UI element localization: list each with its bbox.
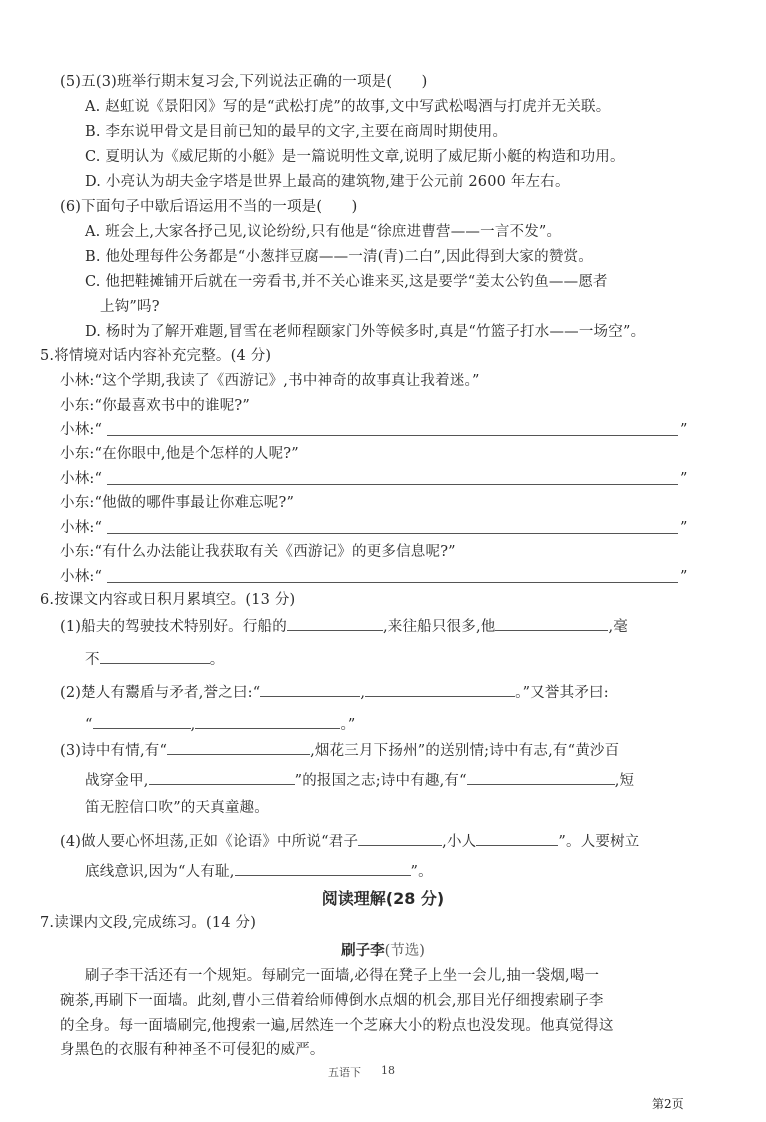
section-title-reading: 阅读理解(28 分)	[321, 889, 445, 908]
dialogue-line-5: 小林:“	[60, 471, 103, 487]
close-quote-1: ”	[680, 422, 688, 438]
fill-1-text-d: 不	[85, 652, 100, 668]
fill-3-text-b: ,烟花三月下扬州”的送别情;诗中有志,有“黄沙百	[310, 743, 620, 759]
fill-1-text-b: ,来往船只很多,他	[382, 619, 496, 635]
close-quote-2: ”	[680, 471, 688, 487]
fill-3-blank-3[interactable]	[467, 768, 615, 785]
fill-2-line-2	[85, 712, 356, 735]
dialogue-line-4: 小东:“在你眼中,他是个怎样的人呢?”	[60, 446, 299, 462]
dialogue-line-2: 小东:“你最喜欢书中的谁呢?”	[60, 398, 250, 414]
fill-2-blank-1[interactable]	[260, 680, 360, 697]
dialogue-line-8: 小东:“有什么办法能让我获取有关《西游记》的更多信息呢?”	[60, 544, 456, 560]
fill-2-line-1	[60, 680, 609, 703]
dialogue-line-3: 小林:“	[60, 422, 103, 438]
answer-blank-3[interactable]	[107, 533, 678, 534]
fill-3-line-1	[60, 738, 619, 761]
dialogue-line-9: 小林:“	[60, 569, 103, 585]
question-6-title: 6.按课文内容或日积月累填空。(13 分)	[40, 592, 296, 608]
fill-3-blank-1[interactable]	[167, 738, 310, 755]
fill-3-text-a: (3)诗中有情,有“	[60, 743, 168, 759]
fill-2-blank-2[interactable]	[365, 680, 515, 697]
option-6c: C. 他把鞋摊铺开后就在一旁看书,并不关心谁来买,这是要学“姜太公钓鱼——愿者	[85, 274, 608, 290]
fill-4-text-a: (4)做人要心怀坦荡,正如《论语》中所说“君子	[60, 834, 359, 850]
passage-line-4: 身黑色的衣服有种神圣不可侵犯的威严。	[60, 1042, 325, 1058]
fill-3-line-2	[85, 768, 634, 791]
question-7-title: 7.读课内文段,完成练习。(14 分)	[40, 915, 257, 931]
fill-2-text-d: “	[85, 717, 93, 733]
fill-3-text-c: 战穿金甲,	[85, 773, 149, 789]
option-5d: D. 小亮认为胡夫金字塔是世界上最高的建筑物,建于公元前 2600 年左右。	[85, 174, 570, 190]
fill-2-blank-3[interactable]	[93, 712, 191, 729]
fill-4-blank-2[interactable]	[476, 829, 558, 846]
passage-title-main: 刷子李	[341, 943, 385, 959]
fill-4-line-1	[60, 829, 640, 852]
fill-2-text-b: ,	[360, 685, 366, 701]
fill-4-blank-3[interactable]	[235, 859, 411, 876]
fill-4-line-2	[85, 859, 433, 882]
question-6-stem: (6)下面句子中歇后语运用不当的一项是( )	[60, 199, 358, 215]
dialogue-line-6: 小东:“他做的哪件事最让你难忘呢?”	[60, 495, 295, 511]
fill-1-line-1	[60, 614, 628, 637]
option-5a: A. 赵虹说《景阳冈》写的是“武松打虎”的故事,文中写武松喝酒与打虎并无关联。	[85, 99, 611, 115]
fill-4-text-e: ”。	[410, 864, 433, 880]
question-5-title: 5.将情境对话内容补充完整。(4 分)	[40, 348, 272, 364]
fill-2-blank-4[interactable]	[195, 712, 340, 729]
page-indicator: 第2页	[652, 1097, 684, 1111]
fill-3-blank-2[interactable]	[149, 768, 295, 785]
fill-1-line-2	[85, 647, 224, 670]
option-5c: C. 夏明认为《威尼斯的小艇》是一篇说明性文章,说明了威尼斯小艇的构造和功用。	[85, 149, 625, 165]
close-quote-3: ”	[680, 520, 688, 536]
option-6b: B. 他处理每件公务都是“小葱拌豆腐——一清(青)二白”,因此得到大家的赞赏。	[85, 249, 593, 265]
question-5-stem: (5)五(3)班举行期末复习会,下列说法正确的一项是( )	[60, 74, 428, 90]
option-6a: A. 班会上,大家各抒己见,议论纷纷,只有他是“徐庶进曹营——一言不发”。	[85, 224, 562, 240]
fill-2-text-f: 。”	[340, 717, 356, 733]
answer-blank-1[interactable]	[107, 435, 678, 436]
fill-3-line-3: 笛无腔信口吹”的天真童趣。	[85, 800, 270, 816]
footer-page-number: 18	[381, 1064, 395, 1077]
passage-line-2: 碗茶,再刷下一面墙。此刻,曹小三借着给师傅倒水点烟的机会,那目光仔细搜索刷子李	[60, 993, 604, 1009]
dialogue-line-7: 小林:“	[60, 520, 103, 536]
passage-line-1: 刷子李干活还有一个规矩。每刷完一面墙,必得在凳子上坐一会儿,抽一袋烟,喝一	[85, 968, 600, 984]
fill-1-text-e: 。	[209, 652, 225, 668]
fill-4-text-b: ,小人	[442, 834, 477, 850]
option-6d: D. 杨时为了解开难题,冒雪在老师程颐家门外等候多时,真是“竹篮子打水——一场空”。	[85, 324, 646, 340]
option-5b: B. 李东说甲骨文是目前已知的最早的文字,主要在商周时期使用。	[85, 124, 508, 140]
fill-2-text-c: 。”又誉其矛曰:	[515, 685, 609, 701]
fill-4-text-d: 底线意识,因为“人有耻,	[85, 864, 235, 880]
fill-1-text-c: ,毫	[608, 619, 628, 635]
fill-1-blank-1[interactable]	[287, 614, 383, 631]
footer-book-label: 五语下	[328, 1066, 361, 1079]
passage-title-note: (节选)	[384, 943, 425, 959]
fill-1-blank-3[interactable]	[100, 647, 210, 664]
answer-blank-4[interactable]	[107, 582, 678, 583]
close-quote-4: ”	[680, 569, 688, 585]
fill-4-blank-1[interactable]	[358, 829, 442, 846]
option-6c-continued: 上钩”吗?	[100, 299, 160, 315]
fill-2-text-e: ,	[190, 717, 196, 733]
fill-3-text-e: ,短	[614, 773, 635, 789]
fill-3-text-d: ”的报国之志;诗中有趣,有“	[294, 773, 467, 789]
fill-2-text-a: (2)楚人有鬻盾与矛者,誉之曰:“	[60, 685, 261, 701]
fill-4-text-c: ”。人要树立	[558, 834, 640, 850]
fill-1-text-a: (1)船夫的驾驶技术特别好。行船的	[60, 619, 287, 635]
dialogue-line-1: 小林:“这个学期,我读了《西游记》,书中神奇的故事真让我着迷。”	[60, 373, 480, 389]
passage-title	[0, 939, 766, 960]
fill-1-blank-2[interactable]	[495, 614, 608, 631]
passage-line-3: 的全身。每一面墙刷完,他搜索一遍,居然连一个芝麻大小的粉点也没发现。他真觉得这	[60, 1018, 614, 1034]
answer-blank-2[interactable]	[107, 484, 678, 485]
